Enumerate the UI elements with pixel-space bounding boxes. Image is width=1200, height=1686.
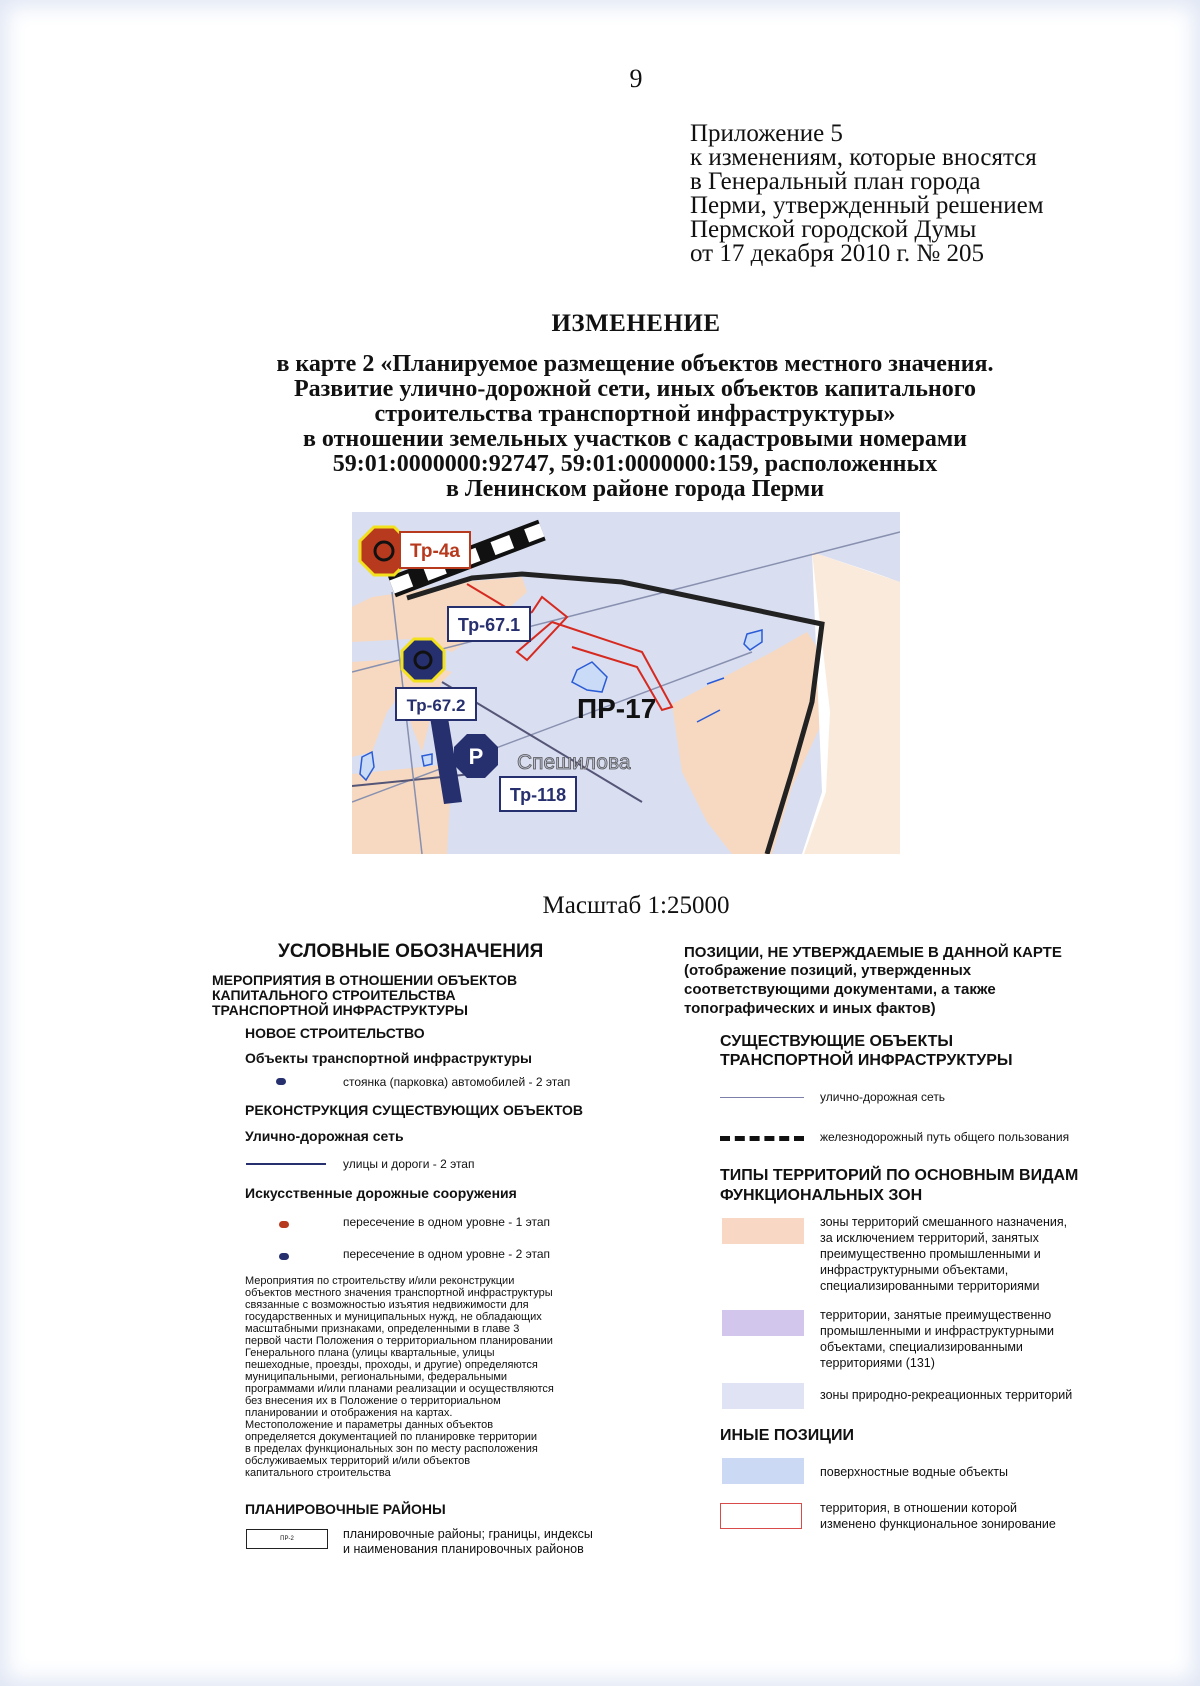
- appendix-line: в Генеральный план города: [690, 168, 981, 195]
- appendix-line: к изменениям, которые вносятся: [690, 144, 1037, 171]
- crossing1-symbol: [279, 1221, 289, 1228]
- subtitle-line: строительства транспортной инфраструктуры»: [374, 401, 896, 427]
- water-swatch: [722, 1458, 804, 1484]
- legend-note-line: планировании и отображения на картах.: [245, 1407, 453, 1419]
- legend-industrial-line: объектами, специализированными: [820, 1340, 1023, 1354]
- legend-mixed-line: за исключением территорий, занятых: [820, 1231, 1039, 1245]
- appendix-line: от 17 декабря 2010 г. № 205: [690, 240, 985, 267]
- legend-note-line: муниципальными, региональными, федеральными: [245, 1371, 508, 1383]
- legend-note-line: в пределах функциональных зон по месту расположения: [245, 1443, 538, 1455]
- legend-street-network: улично-дорожная сеть: [820, 1090, 946, 1104]
- legend-industrial-line: промышленными и инфраструктурными: [820, 1324, 1054, 1338]
- legend-crossing1: пересечение в одном уровне - 1 этап: [343, 1215, 551, 1229]
- legend-new-construction: НОВОЕ СТРОИТЕЛЬСТВО: [245, 1025, 425, 1041]
- legend-note-line: Мероприятия по строительству и/или реконструкции: [245, 1275, 515, 1287]
- legend-note-line: первой части Положения о территориальном планировании: [245, 1335, 553, 1347]
- legend-note-line: объектов местного значения транспортной инфраструктуры: [245, 1287, 553, 1299]
- legend-industrial-line: территории, занятые преимущественно: [820, 1308, 1052, 1322]
- parking-symbol: [276, 1078, 286, 1085]
- legend-left-heading-line: ТРАНСПОРТНОЙ ИНФРАСТРУКТУРЫ: [212, 1002, 468, 1018]
- legend-left-heading-line: КАПИТАЛЬНОГО СТРОИТЕЛЬСТВА: [212, 987, 456, 1003]
- map-fragment: [352, 512, 900, 854]
- legend-note-line: определяется документацией по планировке территории: [245, 1431, 538, 1443]
- legend-note-line: связанные с возможностью изъятия недвижимости для: [245, 1299, 529, 1311]
- legend-transport-objects: Объекты транспортной инфраструктуры: [245, 1050, 532, 1066]
- legend-water: поверхностные водные объекты: [820, 1465, 1008, 1479]
- legend: [0, 935, 1200, 1575]
- subtitle-line: Развитие улично-дорожной сети, иных объектов капитального: [293, 376, 977, 402]
- district-label: ПР-17: [577, 693, 657, 724]
- legend-note-line: программами и/или планами реализации и осуществляются: [245, 1383, 554, 1395]
- legend-note-line: Местоположение и параметры данных объектов: [245, 1419, 494, 1431]
- legend-note-line: обслуживаемых территорий и/или объектов: [245, 1455, 471, 1467]
- legend-mixed-line: специализированными территориями: [820, 1279, 1040, 1293]
- parking-icon: P: [468, 744, 484, 769]
- legend-road-network: Улично-дорожная сеть: [245, 1128, 404, 1144]
- recreation-zone-swatch: [722, 1383, 804, 1409]
- legend-zones-heading-line: ТИПЫ ТЕРРИТОРИЙ ПО ОСНОВНЫМ ВИДАМ: [720, 1167, 1079, 1184]
- appendix-line: Пермской городской Думы: [690, 216, 977, 243]
- legend-planning-item-line: и наименования планировочных районов: [343, 1542, 584, 1556]
- label-tr118: Тр-118: [509, 785, 567, 805]
- legend-changed-line: изменено функциональное зонирование: [820, 1517, 1056, 1531]
- legend-recreation: зоны природно-рекреационных территорий: [820, 1388, 1073, 1402]
- legend-reconstruction: РЕКОНСТРУКЦИЯ СУЩЕСТВУЮЩИХ ОБЪЕКТОВ: [245, 1102, 584, 1118]
- legend-roads-item: улицы и дороги - 2 этап: [343, 1157, 475, 1171]
- legend-other-heading: ИНЫЕ ПОЗИЦИИ: [720, 1427, 854, 1444]
- changed-zoning-swatch: [720, 1503, 802, 1529]
- legend-note-line: без внесения их в Положение о территориальном: [245, 1395, 501, 1407]
- map-scale: Масштаб 1:25000: [542, 892, 730, 919]
- subtitle-line: в Ленинском районе города Перми: [445, 476, 825, 502]
- legend-existing-line: СУЩЕСТВУЮЩИЕ ОБЪЕКТЫ: [720, 1033, 954, 1050]
- legend-existing-line: ТРАНСПОРТНОЙ ИНФРАСТРУКТУРЫ: [720, 1052, 1013, 1069]
- legend-right-heading-line: топографических и иных фактов): [684, 1000, 936, 1017]
- legend-parking-item: стоянка (парковка) автомобилей - 2 этап: [343, 1075, 571, 1089]
- page-number: 9: [629, 64, 643, 93]
- appendix-line: Перми, утвержденный решением: [690, 192, 1044, 219]
- legend-zones-heading-line: ФУНКЦИОНАЛЬНЫХ ЗОН: [720, 1187, 923, 1204]
- document-subtitle: [190, 352, 1080, 502]
- appendix-line: Приложение 5: [690, 120, 843, 147]
- legend-right-heading-line: (отображение позиций, утвержденных: [684, 962, 972, 979]
- legend-mixed-line: зоны территорий смешанного назначения,: [820, 1215, 1068, 1229]
- legend-note-line: Генерального плана (улицы квартальные, улицы: [245, 1347, 495, 1359]
- legend-right-heading-line: соответствующими документами, а также: [684, 981, 996, 998]
- legend-note-line: масштабными признаками, определенными в главе 3: [245, 1323, 520, 1335]
- subtitle-line: в карте 2 «Планируемое размещение объектов местного значения.: [276, 351, 994, 377]
- subtitle-line: 59:01:0000000:92747, 59:01:0000000:159, расположенных: [332, 451, 938, 477]
- legend-note-line: пешеходные, проезды, проходы, и другие) определяются: [245, 1359, 538, 1371]
- label-tr4a: Тр-4а: [410, 541, 460, 562]
- map-svg: [352, 512, 900, 854]
- street-network-symbol: [720, 1097, 804, 1098]
- label-tr671: Тр-67.1: [457, 615, 521, 635]
- legend-mixed-line: преимущественно промышленными и: [820, 1247, 1041, 1261]
- crossing2-symbol: [279, 1253, 289, 1260]
- legend-title: УСЛОВНЫЕ ОБОЗНАЧЕНИЯ: [278, 941, 544, 962]
- planning-district-symbol: ПР-2: [246, 1529, 328, 1549]
- legend-changed-line: территория, в отношении которой: [820, 1501, 1018, 1515]
- crossing-stage2-marker: [402, 639, 444, 681]
- appendix-block: [690, 122, 1110, 266]
- subtitle-line: в отношении земельных участков с кадастровыми номерами: [302, 426, 968, 452]
- document-title: ИЗМЕНЕНИЕ: [551, 310, 721, 337]
- street-name: Спешилова: [517, 751, 631, 774]
- legend-crossing2: пересечение в одном уровне - 2 этап: [343, 1247, 551, 1261]
- legend-note-line: капитального строительства: [245, 1467, 391, 1479]
- legend-industrial-line: территориями (131): [820, 1356, 935, 1370]
- legend-structures: Искусственные дорожные сооружения: [245, 1185, 517, 1201]
- legend-planning-item-line: планировочные районы; границы, индексы: [343, 1527, 593, 1541]
- label-tr672: Тр-67.2: [406, 696, 466, 715]
- legend-railway: железнодорожный путь общего пользования: [820, 1130, 1070, 1144]
- legend-planning-heading: ПЛАНИРОВОЧНЫЕ РАЙОНЫ: [245, 1501, 446, 1517]
- mixed-zone-swatch: [722, 1218, 804, 1244]
- water-body: [422, 754, 432, 766]
- legend-right-heading-line: ПОЗИЦИИ, НЕ УТВЕРЖДАЕМЫЕ В ДАННОЙ КАРТЕ: [684, 944, 1062, 961]
- road-symbol: [246, 1163, 326, 1165]
- railway-symbol: [720, 1136, 804, 1141]
- legend-left-heading-line: МЕРОПРИЯТИЯ В ОТНОШЕНИИ ОБЪЕКТОВ: [212, 972, 518, 988]
- legend-note-line: государственных и муниципальных нужд, не обладающих: [245, 1311, 542, 1323]
- legend-mixed-line: инфраструктурными объектами,: [820, 1263, 1009, 1277]
- industrial-zone-swatch: [722, 1310, 804, 1336]
